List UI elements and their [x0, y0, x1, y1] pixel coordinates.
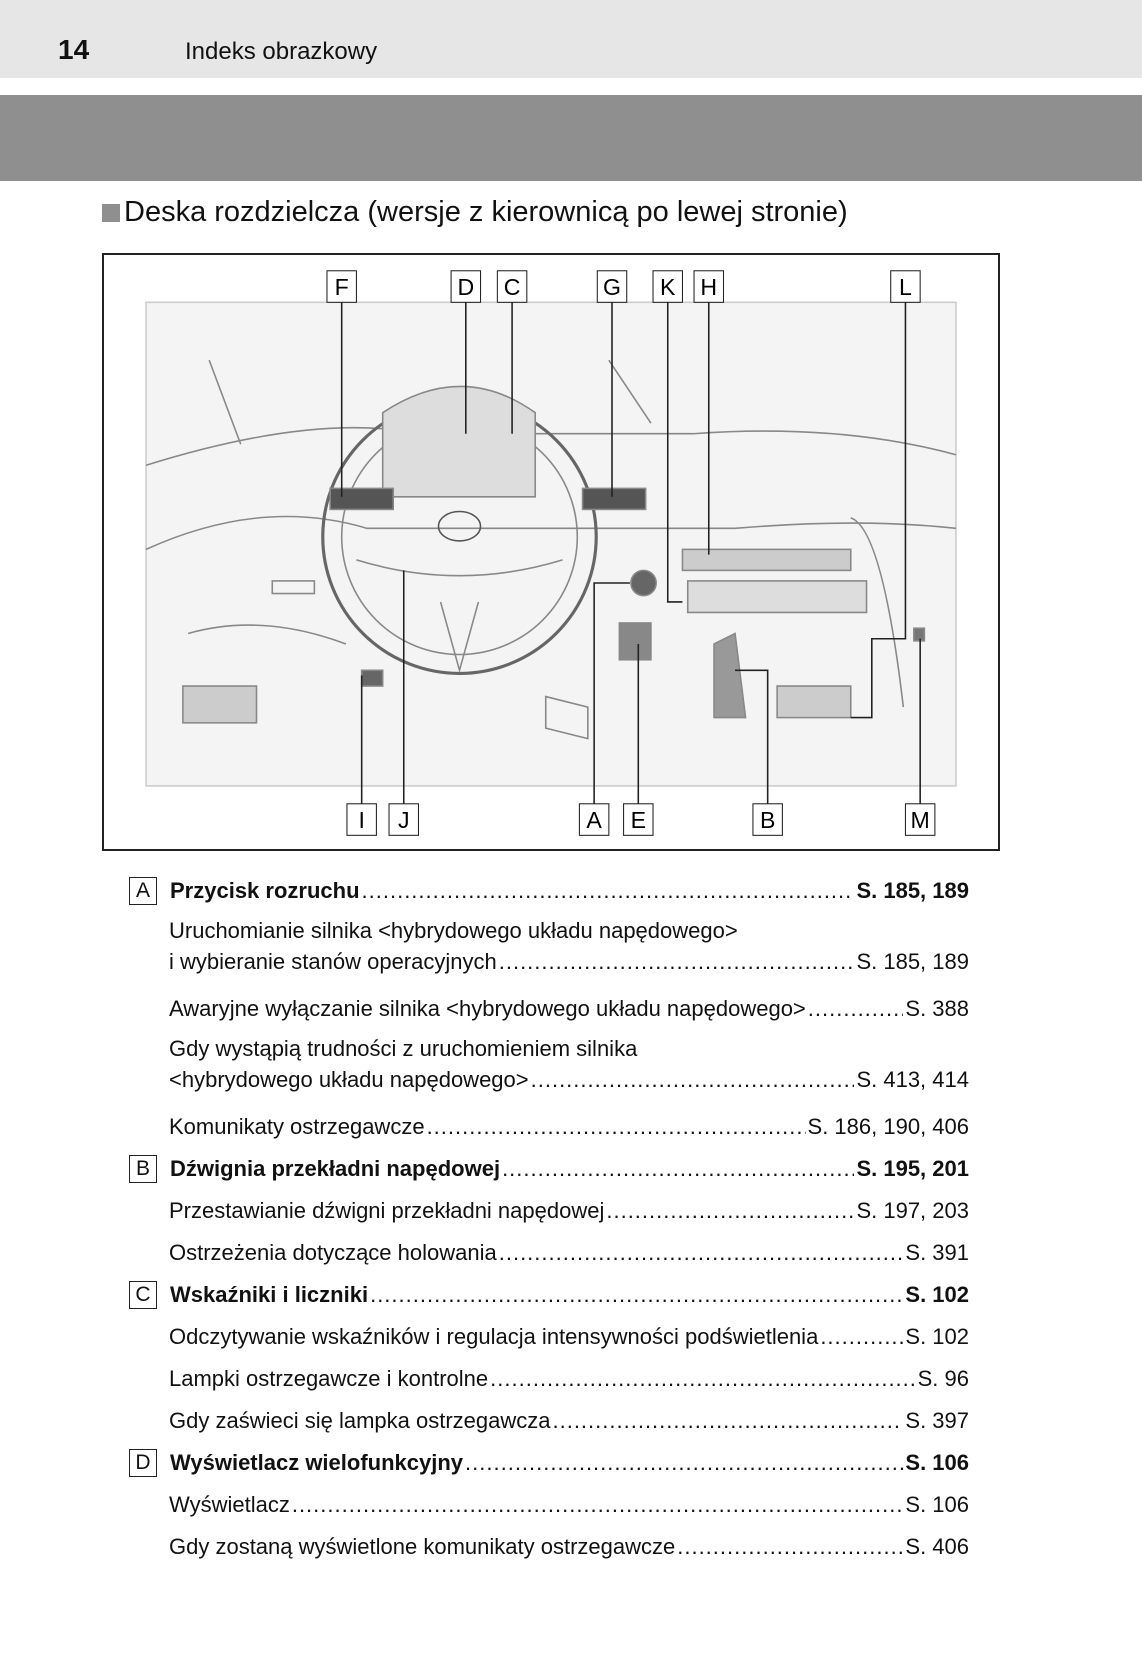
- dot-leader: [292, 1484, 904, 1526]
- callout-B: [753, 804, 782, 836]
- index-entry: [129, 1442, 969, 1484]
- index-section: [129, 1148, 969, 1274]
- subentry: [129, 1484, 969, 1526]
- subentry-page-ref: S. 391: [905, 1240, 969, 1265]
- dot-leader: [490, 1358, 915, 1400]
- subentry-text: Lampki ostrzegawcze i kontrolne: [169, 1366, 489, 1391]
- subentry: [129, 1358, 969, 1400]
- subentry-text: Komunikaty ostrzegawcze: [169, 1114, 425, 1139]
- subentry: [129, 1400, 969, 1442]
- subentry-page-ref: S. 413, 414: [856, 1067, 969, 1092]
- callout-letter: M: [910, 806, 930, 833]
- subentry-text: Ostrzeżenia dotyczące holowania: [169, 1240, 497, 1265]
- callout-letter: D: [457, 273, 475, 300]
- subentry-page-ref: S. 106: [905, 1492, 969, 1517]
- dot-leader: [606, 1190, 854, 1232]
- dot-leader: [499, 946, 855, 978]
- subentry: [129, 1526, 969, 1568]
- subentry-text: <hybrydowego układu napędowego>: [169, 1067, 529, 1092]
- dot-leader: [531, 1064, 855, 1096]
- running-title: Indeks obrazkowy: [185, 38, 378, 65]
- subentry-page-ref: S. 186, 190, 406: [807, 1114, 969, 1139]
- index-list: [129, 870, 969, 1568]
- callout-L: [891, 271, 920, 303]
- entry-title: Dźwignia przekładni napędowej: [170, 1156, 501, 1181]
- entry-title: Przycisk rozruchu: [170, 878, 360, 903]
- callout-A: [579, 804, 608, 836]
- section-title-text: Deska rozdzielcza (wersje z kierownicą po lewej stronie): [124, 196, 848, 228]
- subentry-text: Gdy zaświeci się lampka ostrzegawcza: [169, 1408, 551, 1433]
- entry-title: Wskaźniki i liczniki: [170, 1282, 369, 1307]
- subentry-first-line: Gdy wystąpią trudności z uruchomieniem silnika: [169, 1036, 638, 1061]
- index-section: [129, 870, 969, 1148]
- callout-E: [624, 804, 653, 836]
- dot-leader: [808, 988, 904, 1030]
- callout-D: [451, 271, 480, 303]
- callout-J: [389, 804, 418, 836]
- subentry: [129, 1106, 969, 1148]
- subentry-text: Gdy zostaną wyświetlone komunikaty ostrzegawcze: [169, 1534, 676, 1559]
- callout-M: [905, 804, 934, 836]
- dot-leader: [370, 1274, 903, 1316]
- subentry: [129, 1316, 969, 1358]
- subentry-page-ref: S. 388: [905, 996, 969, 1021]
- index-entry: [129, 1274, 969, 1316]
- subentry-text: i wybieranie stanów operacyjnych: [169, 949, 497, 974]
- callout-letter: F: [334, 273, 349, 300]
- subentry-text: Wyświetlacz: [169, 1492, 290, 1517]
- dot-leader: [820, 1316, 903, 1358]
- subentry-text: Przestawianie dźwigni przekładni napędowej: [169, 1198, 605, 1223]
- callout-I: [347, 804, 376, 836]
- subentry: [129, 1190, 969, 1232]
- dot-leader: [465, 1442, 903, 1484]
- subentry-page-ref: S. 102: [905, 1324, 969, 1349]
- callout-letter: K: [660, 273, 676, 300]
- dot-leader: [499, 1232, 904, 1274]
- callout-letter: C: [503, 273, 521, 300]
- index-entry: [129, 870, 969, 912]
- entry-letter-label: B: [129, 1155, 157, 1183]
- subentry: [129, 988, 969, 1030]
- subentry-text: Odczytywanie wskaźników i regulacja intensywności podświetlenia: [169, 1324, 819, 1349]
- dashboard-drawing: [104, 255, 998, 849]
- callout-G: [597, 271, 626, 303]
- subentry: [129, 946, 969, 978]
- callout-F: [327, 271, 356, 303]
- dot-leader: [427, 1106, 806, 1148]
- entry-title: Wyświetlacz wielofunkcyjny: [170, 1450, 464, 1475]
- callout-letter: E: [630, 806, 647, 833]
- callout-letter: J: [397, 806, 410, 833]
- subentry-page-ref: S. 185, 189: [856, 949, 969, 974]
- callout-letter: L: [899, 273, 912, 300]
- entry-letter-label: D: [129, 1449, 157, 1477]
- callout-letter: A: [586, 806, 602, 833]
- subentry-first-line: Uruchomianie silnika <hybrydowego układu napędowego>: [169, 918, 738, 943]
- subentry: [129, 1232, 969, 1274]
- dot-leader: [677, 1526, 903, 1568]
- subentry-page-ref: S. 406: [905, 1534, 969, 1559]
- section-band: [0, 95, 1142, 181]
- callout-K: [653, 271, 682, 303]
- entry-page-ref: S. 106: [905, 1450, 969, 1475]
- subentry: [129, 1064, 969, 1096]
- dashboard-illustration: [102, 253, 1000, 851]
- subentry-page-ref: S. 197, 203: [856, 1198, 969, 1223]
- index-entry: [129, 1148, 969, 1190]
- entry-page-ref: S. 185, 189: [856, 878, 969, 903]
- index-section: [129, 1442, 969, 1568]
- callout-letter: B: [759, 806, 776, 833]
- section-title: [102, 196, 848, 229]
- callout-letter: H: [700, 273, 718, 300]
- subentry-page-ref: S. 96: [917, 1366, 969, 1391]
- page-number: 14: [58, 34, 90, 65]
- dot-leader: [362, 870, 855, 912]
- index-section: [129, 1274, 969, 1442]
- entry-letter-label: A: [129, 877, 157, 905]
- entry-page-ref: S. 102: [905, 1282, 969, 1307]
- subentry-text: Awaryjne wyłączanie silnika <hybrydowego układu napędowego>: [169, 996, 806, 1021]
- callout-C: [497, 271, 526, 303]
- callout-H: [694, 271, 723, 303]
- square-bullet-icon: [102, 204, 120, 222]
- entry-letter-label: C: [129, 1281, 157, 1309]
- entry-page-ref: S. 195, 201: [856, 1156, 969, 1181]
- subentry-page-ref: S. 397: [905, 1408, 969, 1433]
- dot-leader: [552, 1400, 903, 1442]
- dot-leader: [502, 1148, 854, 1190]
- header-band: [0, 0, 1142, 78]
- callout-letter: G: [603, 273, 622, 300]
- callout-letter: I: [358, 806, 365, 833]
